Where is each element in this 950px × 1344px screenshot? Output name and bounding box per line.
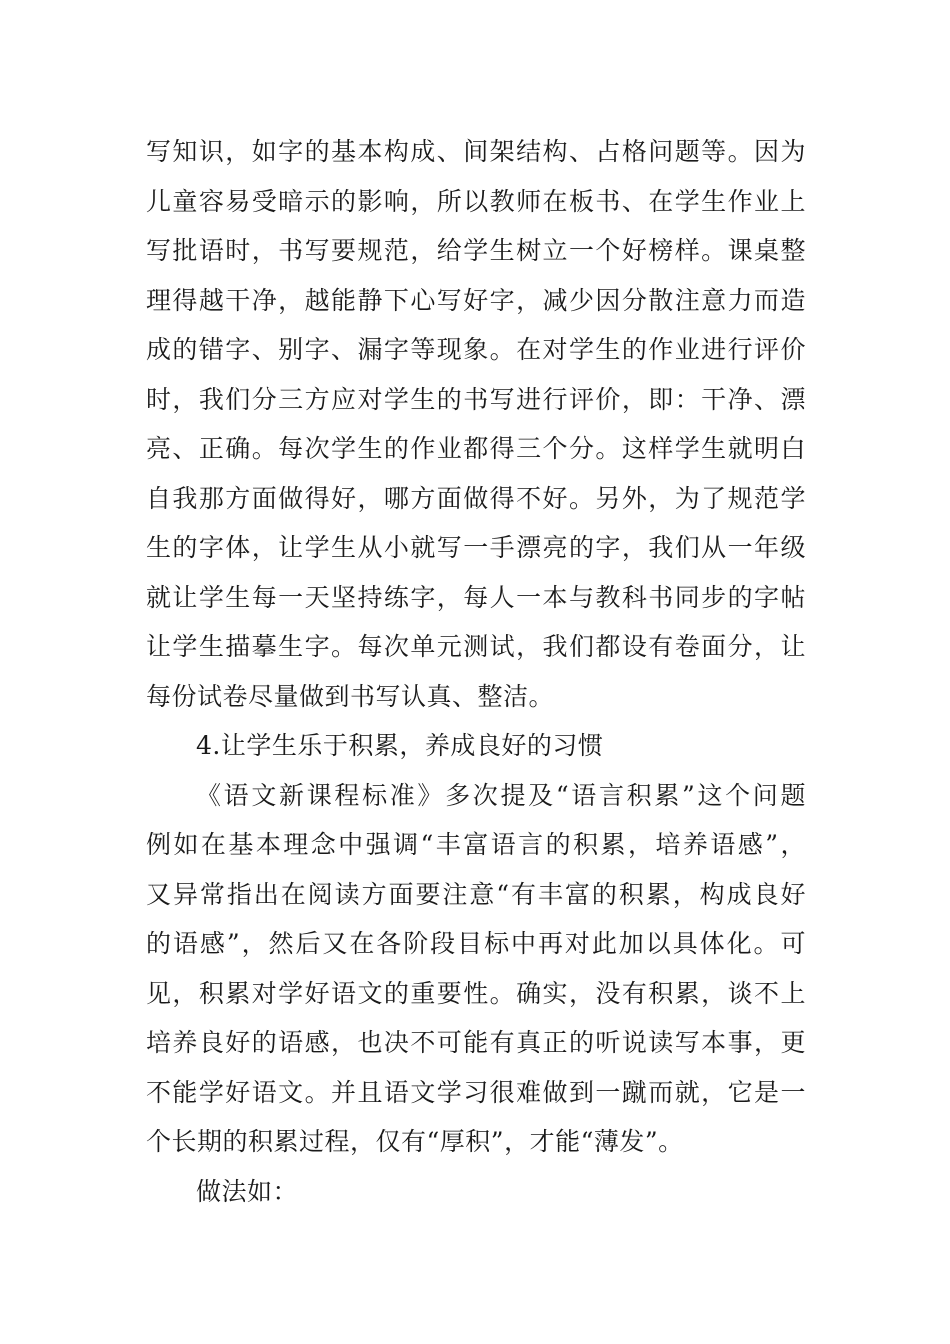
text-line: 不能学好语文。并且语文学习很难做到一蹴而就，它是一 (146, 1077, 806, 1107)
text-line: 亮、正确。每次学生的作业都得三个分。这样学生就明白 (146, 434, 806, 463)
text-line: 《语文新课程标准》多次提及“语言积累”这个问题 (196, 780, 806, 810)
text-line: 成的错字、别字、漏字等现象。在对学生的作业进行评价 (146, 335, 806, 364)
text-line: 理得越干净，越能静下心写好字，减少因分散注意力而造 (146, 285, 806, 315)
text-line: 时，我们分三方应对学生的书写进行评价，即：干净、漂 (146, 384, 806, 414)
body-text (146, 127, 806, 1216)
text-line: 自我那方面做得好，哪方面做得不好。另外，为了规范学 (146, 483, 806, 513)
text-line: 又异常指出在阅读方面要注意“有丰富的积累，构成良好 (146, 879, 806, 909)
text-line: 儿童容易受暗示的影响，所以教师在板书、在学生作业上 (146, 186, 806, 216)
text-line: 就让学生每一天坚持练字，每人一本与教科书同步的字帖 (146, 582, 806, 612)
text-line: 个长期的积累过程，仅有“厚积”，才能“薄发”。 (146, 1127, 684, 1156)
text-line: 生的字体，让学生从小就写一手漂亮的字，我们从一年级 (146, 533, 806, 562)
text-line: 每份试卷尽量做到书写认真、整洁。 (146, 681, 555, 711)
section-heading: 4.让学生乐于积累，养成良好的习惯 (196, 731, 604, 760)
text-line: 让学生描摹生字。每次单元测试，我们都设有卷面分，让 (146, 632, 806, 661)
text-line: 见，积累对学好语文的重要性。确实，没有积累，谈不上 (146, 978, 806, 1008)
text-line: 的语感”，然后又在各阶段目标中再对此加以具体化。可 (146, 929, 806, 958)
text-line: 例如在基本理念中强调“丰富语言的积累，培养语感”， (146, 830, 806, 859)
text-line: 培养良好的语感，也决不可能有真正的听说读写本事，更 (146, 1028, 806, 1057)
text-line: 做法如： (196, 1176, 299, 1206)
text-line: 写批语时，书写要规范，给学生树立一个好榜样。课桌整 (146, 236, 806, 265)
text-line: 写知识，如字的基本构成、间架结构、占格问题等。因为 (146, 137, 806, 166)
